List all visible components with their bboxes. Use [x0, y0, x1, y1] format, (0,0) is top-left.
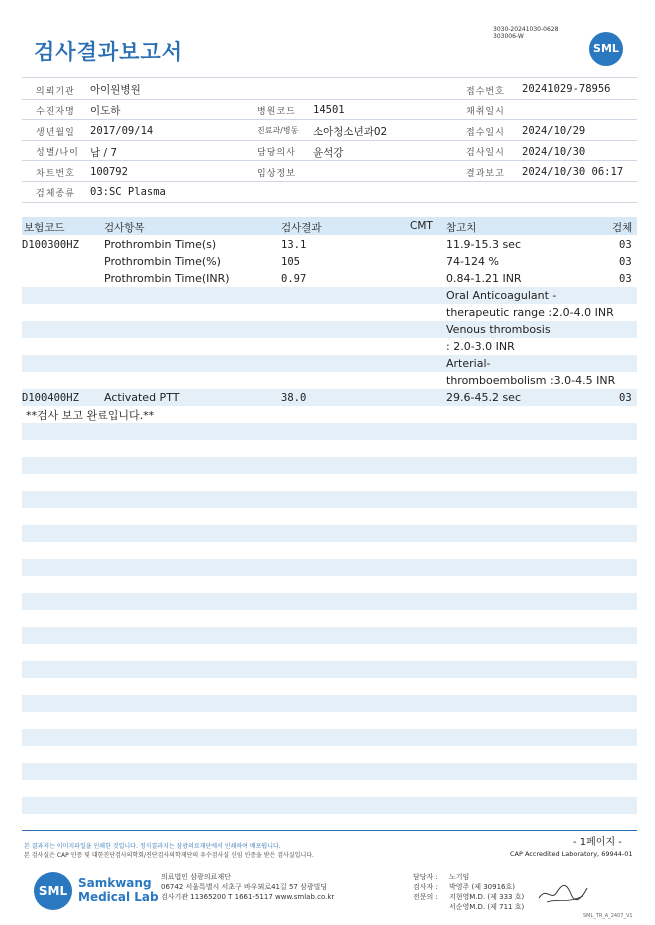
patient-label: 수진자명 [36, 107, 75, 117]
receipt-no-value: 20241029-78956 [522, 83, 611, 95]
col-result-header: 검사결과 [281, 222, 322, 234]
row-stripe [22, 491, 637, 508]
cell-ref-note: Oral Anticoagulant - [446, 289, 557, 302]
cell-ref: 0.84-1.21 INR [446, 272, 522, 285]
row-stripe [22, 763, 637, 780]
clinical-label: 임상정보 [257, 169, 296, 179]
chart-no-label: 차트번호 [36, 169, 75, 179]
doctor-label: 담당의사 [257, 148, 296, 158]
cell-ref-note: Venous thrombosis [446, 323, 551, 336]
row-stripe [22, 593, 637, 610]
cell-result: 105 [281, 256, 300, 268]
cell-ref: 11.9-15.3 sec [446, 238, 521, 251]
footer-notice-2: 본 검사실은 CAP 인증 및 대한진단검사의학회/진단검사의학재단의 우수검사실 신임 인증을 받은 검사실입니다. [24, 852, 314, 859]
page-number: - 1페이지 - [573, 837, 622, 848]
divider [22, 181, 637, 182]
birth-value: 2017/09/14 [90, 125, 154, 137]
col-code-header: 보험코드 [24, 222, 65, 234]
chart-no-value: 100792 [90, 166, 128, 178]
cell-item: Prothrombin Time(%) [104, 255, 221, 268]
staff-labels: 담당자 : 검사자 : 전문의 : [413, 873, 438, 901]
cell-result: 0.97 [281, 273, 307, 285]
cell-spec: 03 [619, 239, 632, 251]
cell-item: Prothrombin Time(s) [104, 238, 217, 251]
collect-date-label: 채취일시 [466, 107, 505, 117]
receipt-date-label: 접수일시 [466, 128, 505, 138]
brand-name: Samkwang Medical Lab [78, 876, 159, 904]
cap-accreditation: CAP Accredited Laboratory, 69944-01 [510, 850, 633, 858]
divider [22, 140, 637, 141]
cell-ref-note: therapeutic range :2.0-4.0 INR [446, 306, 614, 319]
cell-code: D100300HZ [22, 239, 79, 251]
row-stripe [22, 695, 637, 712]
col-spec-header: 검체 [612, 222, 633, 234]
col-cmt-header: CMT [410, 220, 433, 232]
cell-spec: 03 [619, 256, 632, 268]
top-code: 3030-20241030-0628 303006-W [493, 26, 559, 40]
row-stripe [22, 525, 637, 542]
divider [22, 202, 637, 203]
cell-spec: 03 [619, 392, 632, 404]
cell-result: 13.1 [281, 239, 307, 251]
row-stripe [22, 355, 637, 372]
row-stripe [22, 797, 637, 814]
institution-label: 의뢰기관 [36, 87, 75, 97]
dept-label: 진료과/병동 [257, 126, 299, 135]
row-stripe [22, 627, 637, 644]
specimen-value: 03:SC Plasma [90, 186, 166, 198]
cell-spec: 03 [619, 273, 632, 285]
hospital-code-label: 병원코드 [257, 107, 296, 117]
report-date-label: 결과보고 [466, 169, 505, 179]
divider [22, 160, 637, 161]
sml-logo: SML [589, 32, 623, 66]
sml-footer-logo: SML [34, 872, 72, 910]
patient-value: 이도하 [90, 105, 121, 117]
hospital-code-value: 14501 [313, 104, 345, 116]
staff-names: 노기임 박영주 (제 30916호) 지현영M.D. (제 333 호) 서순영M.D. (제 711 호) [449, 873, 525, 911]
cell-item: Activated PTT [104, 391, 180, 404]
sex-age-label: 성별/나이 [36, 148, 79, 158]
row-stripe [22, 729, 637, 746]
row-stripe [22, 661, 637, 678]
dept-value: 소아청소년과02 [313, 126, 388, 138]
row-stripe [22, 423, 637, 440]
footer-notice-1: 본 결과지는 이미지파일을 인쇄한 것입니다. 정식결과지는 삼광의료재단에서 인쇄하여 배포됩니다. [24, 843, 281, 850]
cell-result: 38.0 [281, 392, 307, 404]
report-date-value: 2024/10/30 06:17 [522, 166, 624, 178]
birth-label: 생년월일 [36, 128, 75, 138]
doctor-value: 윤석강 [313, 147, 344, 159]
org-info: 의료법인 삼광의료재단 06742 서울특별시 서초구 바우뫼로41길 57 삼광빌딩 검사기관 11365200 T 1661-5117 www.smlab.co.kr [161, 873, 335, 901]
cell-ref-note: : 2.0-3.0 INR [446, 340, 515, 353]
row-stripe [22, 559, 637, 576]
footer-divider [22, 830, 637, 831]
signature-image [537, 880, 589, 908]
exam-date-value: 2024/10/30 [522, 146, 586, 158]
divider [22, 119, 637, 120]
divider [22, 99, 637, 100]
cell-ref-note: thromboembolism :3.0-4.5 INR [446, 374, 616, 387]
cell-ref-note: Arterial- [446, 357, 491, 370]
col-item-header: 검사항목 [104, 222, 145, 234]
exam-date-label: 검사일시 [466, 148, 505, 158]
institution-value: 아이원병원 [90, 84, 141, 96]
divider [22, 77, 637, 78]
row-stripe [22, 457, 637, 474]
form-code: SML_TR_A_2407_V1 [583, 913, 633, 919]
receipt-date-value: 2024/10/29 [522, 125, 586, 137]
cell-ref: 29.6-45.2 sec [446, 391, 521, 404]
cell-item: Prothrombin Time(INR) [104, 272, 230, 285]
col-ref-header: 참고치 [446, 222, 477, 234]
report-complete-note: **검사 보고 완료입니다.** [26, 409, 155, 422]
sex-age-value: 남 / 7 [90, 147, 118, 159]
cell-code: D100400HZ [22, 392, 79, 404]
receipt-no-label: 접수번호 [466, 87, 505, 97]
page-title: 검사결과보고서 [34, 40, 184, 64]
cell-ref: 74-124 % [446, 255, 499, 268]
specimen-label: 검체종류 [36, 189, 75, 199]
